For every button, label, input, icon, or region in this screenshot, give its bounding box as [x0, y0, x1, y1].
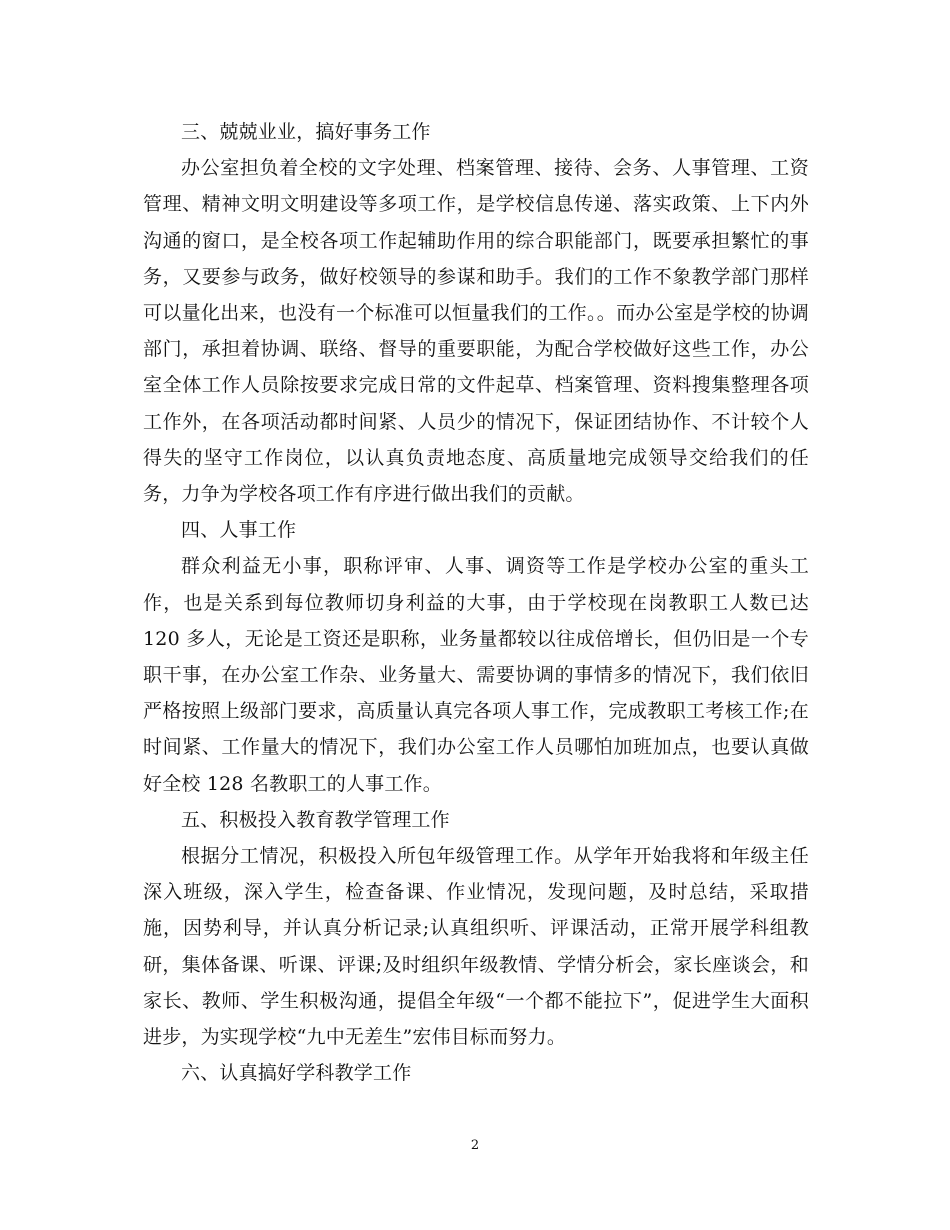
document-body: [143, 114, 809, 1091]
section-heading-6: 六、认真搞好学科教学工作: [181, 1062, 412, 1085]
section-heading-5: 五、积极投入教育教学管理工作: [181, 808, 450, 831]
section-heading-3: 三、兢兢业业，搞好事务工作: [181, 121, 431, 143]
section-paragraph-4: 群众利益无小事，职称评审、人事、调资等工作是学校办公室的重头工作，也是关系到每位教师切身利益的大事，由于学校现在岗教职工人数已达 120 多人，无论是工资还是职称，业务量都较以往成倍增长，但仍旧是一个专职干事，在办公室工作杂、业务量大、需要协调的事情多的情况下，我们依旧严格按照上级部门要求，高质量认真完各项人事工作，完成教职工考核工作;在时间紧、工作量大的情况下，我们办公室工作人员哪怕加班加点，也要认真做好全校 128 名教职工的人事工作。: [143, 555, 809, 795]
section-paragraph-5: 根据分工情况，积极投入所包年级管理工作。从学年开始我将和年级主任深入班级，深入学生，检查备课、作业情况，发现问题，及时总结，采取措施，因势利导，并认真分析记录;认真组织听、评课活动，正常开展学科组教研，集体备课、听课、评课;及时组织年级教情、学情分析会，家长座谈会，和家长、教师、学生积极沟通，提倡全年级“一个都不能拉下”，促进学生大面积进步，为实现学校“九中无差生”宏伟目标而努力。: [143, 845, 809, 1049]
page-number: 2: [470, 1138, 480, 1153]
section-paragraph-3: 办公室担负着全校的文字处理、档案管理、接待、会务、人事管理、工资管理、精神文明文明建设等多项工作，是学校信息传递、落实政策、上下内外沟通的窗口，是全校各项工作起辅助作用的综合职能部门，既要承担繁忙的事务，又要参与政务，做好校领导的参谋和助手。我们的工作不象教学部门那样可以量化出来，也没有一个标准可以恒量我们的工作。。而办公室是学校的协调部门，承担着协调、联络、督导的重要职能，为配合学校做好这些工作，办公室全体工作人员除按要求完成日常的文件起草、档案管理、资料搜集整理各项工作外，在各项活动都时间紧、人员少的情况下，保证团结协作、不计较个人得失的坚守工作岗位，以认真负责地态度、高质量地完成领导交给我们的任务，力争为学校各项工作有序进行做出我们的贡献。: [143, 157, 809, 506]
section-heading-4: 四、人事工作: [181, 519, 297, 542]
